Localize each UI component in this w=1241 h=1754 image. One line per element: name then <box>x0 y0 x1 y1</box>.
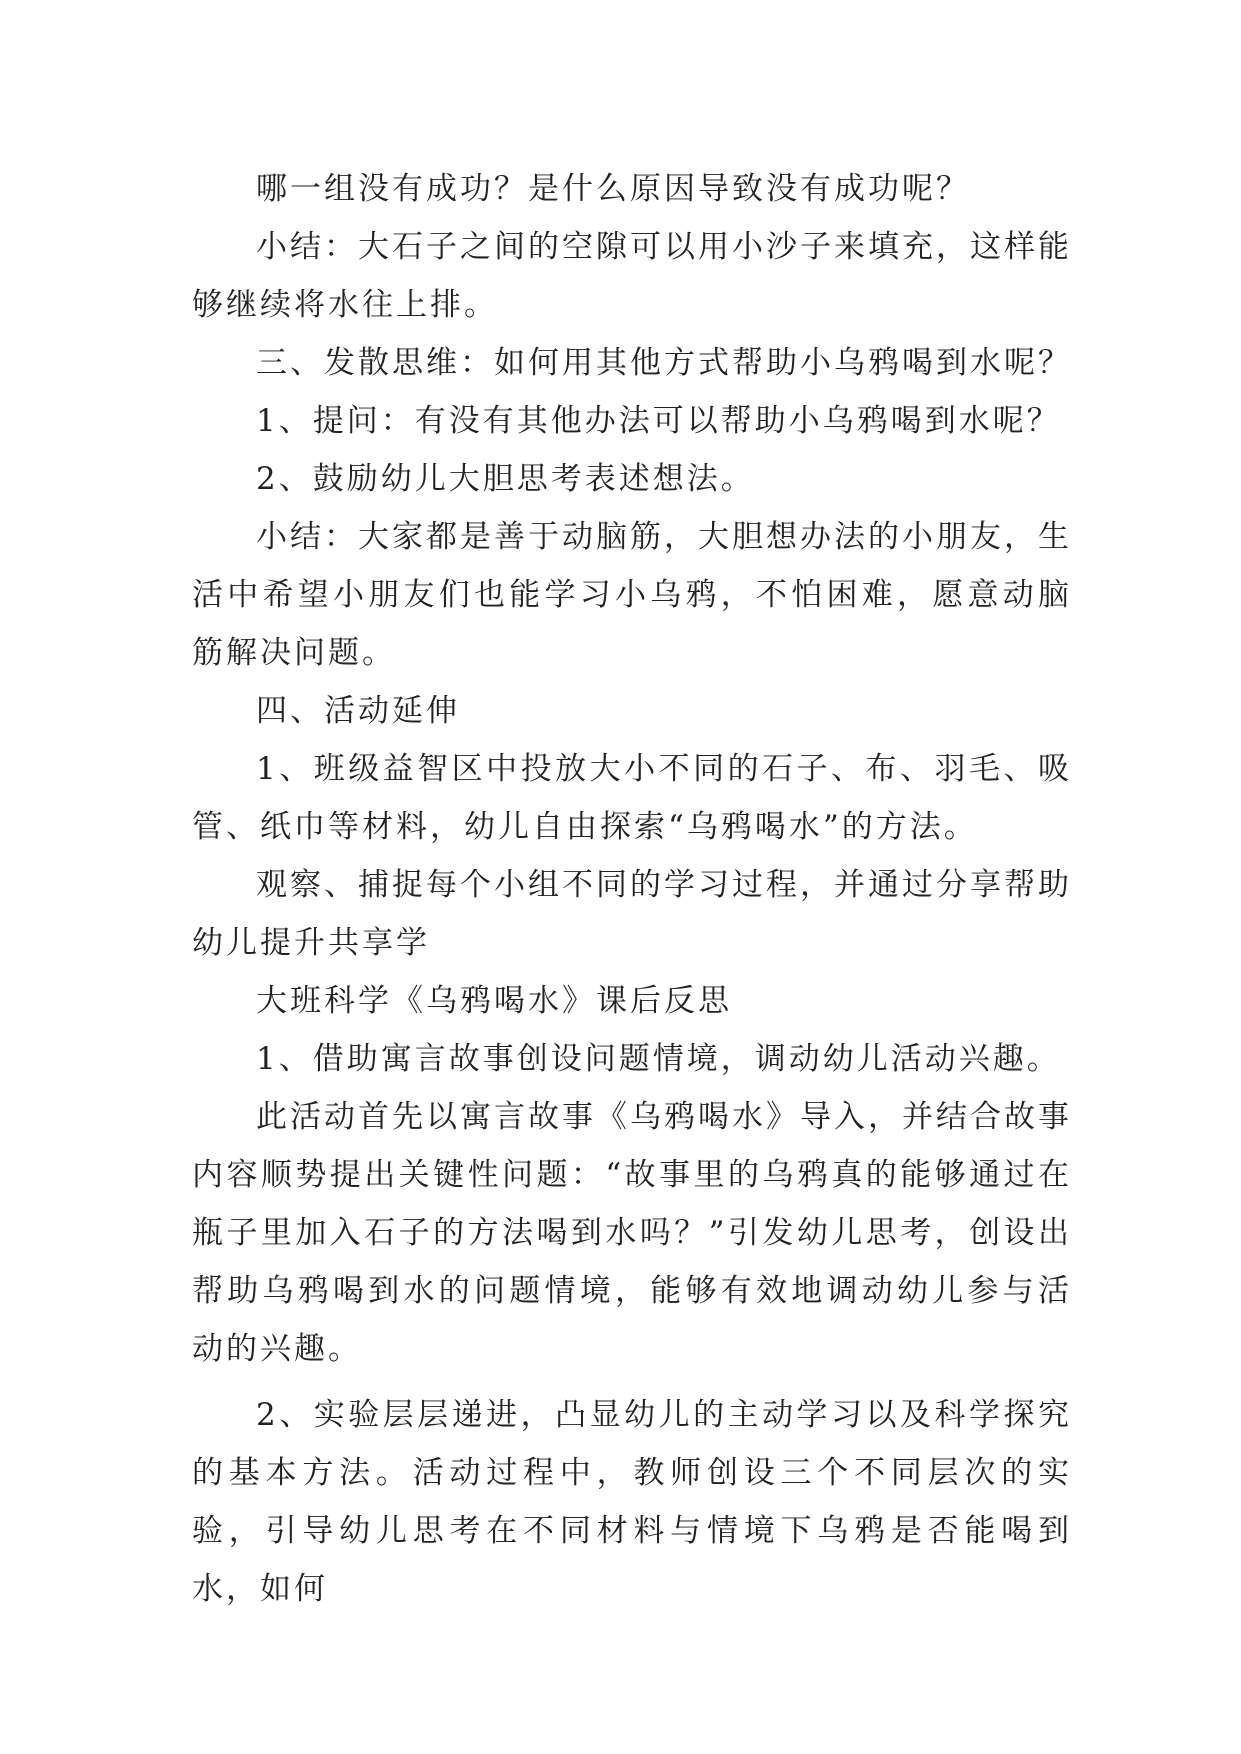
section-heading-4: 四、活动延伸 <box>256 693 460 729</box>
paragraph-question: 哪一组没有成功？是什么原因导致没有成功呢？ <box>256 171 970 207</box>
paragraph-observe: 观察、捕捉每个小组不同的学习过程，并通过分享帮助幼儿提升共享学 <box>192 867 1072 961</box>
paragraph-item-1: 1、提问：有没有其他办法可以帮助小乌鸦喝到水呢？ <box>256 403 1061 439</box>
paragraph-summary-2: 小结：大家都是善于动脑筋，大胆想办法的小朋友，生活中希望小朋友们也能学习小乌鸦，不怕困难，愿意动脑筋解决问题。 <box>192 519 1072 671</box>
paragraph-reflection-body: 此活动首先以寓言故事《乌鸦喝水》导入，并结合故事内容顺势提出关键性问题：“故事里的乌鸦真的能够通过在瓶子里加入石子的方法喝到水吗？”引发幼儿思考，创设出帮助乌鸦喝到水的问题情境，能够有效地调动幼儿参与活动的兴趣。 <box>192 1099 1072 1367</box>
paragraph-reflection-1: 1、借助寓言故事创设问题情境，调动幼儿活动兴趣。 <box>256 1041 1061 1077</box>
paragraph-extension-1: 1、班级益智区中投放大小不同的石子、布、羽毛、吸管、纸巾等材料，幼儿自由探索“乌鸦喝水”的方法。 <box>192 751 1072 845</box>
paragraph-summary-1: 小结：大石子之间的空隙可以用小沙子来填充，这样能够继续将水往上排。 <box>192 229 1072 323</box>
paragraph-item-2: 2、鼓励幼儿大胆思考表述想法。 <box>256 461 755 497</box>
reflection-title: 大班科学《乌鸦喝水》课后反思 <box>256 983 732 1019</box>
document-body <box>192 160 1072 1618</box>
paragraph-reflection-2: 2、实验层层递进，凸显幼儿的主动学习以及科学探究的基本方法。活动过程中，教师创设三个不同层次的实验，引导幼儿思考在不同材料与情境下乌鸦是否能喝到水，如何 <box>192 1397 1072 1607</box>
section-heading-3: 三、发散思维：如何用其他方式帮助小乌鸦喝到水呢？ <box>256 345 1072 381</box>
